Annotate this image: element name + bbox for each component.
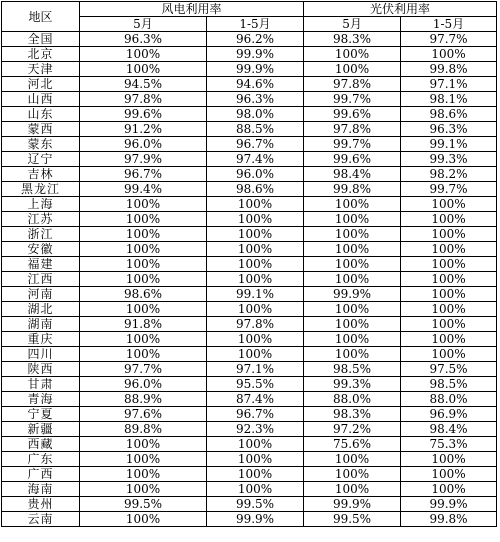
solar-jan-may-cell: 98.1% (401, 92, 497, 107)
table-row (2, 392, 497, 407)
solar-jan-may-cell: 100% (401, 212, 497, 227)
table-row (2, 227, 497, 242)
table-row (2, 287, 497, 302)
wind-jan-may-cell: 100% (207, 272, 304, 287)
solar-jan-may-cell: 99.9% (401, 497, 497, 512)
table-row (2, 167, 497, 182)
wind-may-cell: 100% (80, 197, 207, 212)
solar-jan-may-cell: 100% (401, 272, 497, 287)
wind-jan-may-cell: 96.7% (207, 407, 304, 422)
table-row (2, 452, 497, 467)
wind-may-cell: 99.4% (80, 182, 207, 197)
solar-jan-may-cell: 100% (401, 467, 497, 482)
region-cell: 湖南 (2, 317, 80, 332)
wind-jan-may-cell: 99.1% (207, 287, 304, 302)
wind-jan-may-cell: 100% (207, 302, 304, 317)
solar-jan-may-cell: 97.7% (401, 32, 497, 47)
region-cell: 吉林 (2, 167, 80, 182)
solar-jan-may-cell: 88.0% (401, 392, 497, 407)
solar-may-cell: 100% (304, 317, 401, 332)
table-row (2, 152, 497, 167)
wind-jan-may-cell: 96.0% (207, 167, 304, 182)
wind-may-cell: 99.6% (80, 107, 207, 122)
table-row (2, 182, 497, 197)
table-row (2, 497, 497, 512)
table-row (2, 347, 497, 362)
region-cell: 海南 (2, 482, 80, 497)
wind-may-cell: 100% (80, 452, 207, 467)
solar-jan-may-cell: 99.7% (401, 182, 497, 197)
solar-may-cell: 97.8% (304, 122, 401, 137)
wind-may-cell: 96.7% (80, 167, 207, 182)
solar-may-cell: 99.9% (304, 497, 401, 512)
solar-may-cell: 100% (304, 197, 401, 212)
wind-may-cell: 97.8% (80, 92, 207, 107)
solar-jan-may-cell: 100% (401, 257, 497, 272)
wind-may-cell: 98.6% (80, 287, 207, 302)
region-cell: 江苏 (2, 212, 80, 227)
wind-jan-may-cell: 96.2% (207, 32, 304, 47)
wind-may-cell: 100% (80, 272, 207, 287)
solar-may-cell: 97.2% (304, 422, 401, 437)
solar-jan-may-cell: 100% (401, 452, 497, 467)
solar-may-cell: 98.3% (304, 32, 401, 47)
region-cell: 广东 (2, 452, 80, 467)
solar-may-cell: 100% (304, 62, 401, 77)
wind-jan-may-cell: 94.6% (207, 77, 304, 92)
region-cell: 甘肃 (2, 377, 80, 392)
solar-jan-may-cell: 100% (401, 197, 497, 212)
wind-may-cell: 100% (80, 332, 207, 347)
table-row (2, 242, 497, 257)
wind-may-cell: 91.2% (80, 122, 207, 137)
solar-may-cell: 97.8% (304, 77, 401, 92)
solar-jan-may-cell: 99.8% (401, 512, 497, 527)
wind-may-cell: 100% (80, 437, 207, 452)
region-cell: 河北 (2, 77, 80, 92)
solar-may-cell: 100% (304, 227, 401, 242)
region-cell: 蒙西 (2, 122, 80, 137)
table-row (2, 32, 497, 47)
region-cell: 广西 (2, 467, 80, 482)
wind-jan-may-cell: 100% (207, 257, 304, 272)
wind-jan-may-cell: 100% (207, 227, 304, 242)
wind-jan-may-cell: 100% (207, 332, 304, 347)
solar-jan-may-cell: 100% (401, 482, 497, 497)
table-row (2, 107, 497, 122)
solar-jan-may-cell: 100% (401, 227, 497, 242)
solar-jan-may-cell: 99.3% (401, 152, 497, 167)
solar-jan-may-cell: 98.2% (401, 167, 497, 182)
solar-may-cell: 99.9% (304, 287, 401, 302)
wind-may-cell: 100% (80, 512, 207, 527)
wind-may-cell: 100% (80, 47, 207, 62)
wind-may-cell: 97.6% (80, 407, 207, 422)
wind-may-cell: 100% (80, 482, 207, 497)
wind-may-cell: 91.8% (80, 317, 207, 332)
wind-may-header: 5月 (80, 17, 207, 32)
wind-jan-may-cell: 96.3% (207, 92, 304, 107)
wind-jan-may-cell: 100% (207, 197, 304, 212)
table-row (2, 512, 497, 527)
region-cell: 山西 (2, 92, 80, 107)
table-row (2, 212, 497, 227)
solar-may-cell: 99.8% (304, 182, 401, 197)
wind-jan-may-cell: 96.7% (207, 137, 304, 152)
region-cell: 贵州 (2, 497, 80, 512)
wind-jan-may-cell: 99.9% (207, 47, 304, 62)
region-cell: 上海 (2, 197, 80, 212)
wind-jan-may-cell: 97.4% (207, 152, 304, 167)
table-row (2, 62, 497, 77)
table-row (2, 467, 497, 482)
solar-may-cell: 100% (304, 332, 401, 347)
wind-jan-may-cell: 100% (207, 482, 304, 497)
solar-may-cell: 98.3% (304, 407, 401, 422)
solar-may-cell: 100% (304, 212, 401, 227)
solar-jan-may-cell: 99.8% (401, 62, 497, 77)
wind-may-cell: 96.3% (80, 32, 207, 47)
region-cell: 陕西 (2, 362, 80, 377)
table-row (2, 362, 497, 377)
wind-may-cell: 97.7% (80, 362, 207, 377)
wind-may-cell: 100% (80, 467, 207, 482)
table-row (2, 197, 497, 212)
solar-may-cell: 100% (304, 302, 401, 317)
region-cell: 北京 (2, 47, 80, 62)
table-row (2, 317, 497, 332)
region-cell: 福建 (2, 257, 80, 272)
table-row (2, 422, 497, 437)
wind-jan-may-cell: 87.4% (207, 392, 304, 407)
wind-may-cell: 96.0% (80, 137, 207, 152)
region-cell: 江西 (2, 272, 80, 287)
solar-jan-may-cell: 75.3% (401, 437, 497, 452)
wind-may-cell: 99.5% (80, 497, 207, 512)
solar-may-cell: 88.0% (304, 392, 401, 407)
solar-may-cell: 99.5% (304, 512, 401, 527)
wind-may-cell: 100% (80, 227, 207, 242)
table-row (2, 257, 497, 272)
wind-jan-may-cell: 99.5% (207, 497, 304, 512)
table-row (2, 437, 497, 452)
solar-may-cell: 99.7% (304, 137, 401, 152)
wind-jan-may-cell: 97.1% (207, 362, 304, 377)
wind-may-cell: 97.9% (80, 152, 207, 167)
region-cell: 新疆 (2, 422, 80, 437)
region-cell: 黑龙江 (2, 182, 80, 197)
solar-jan-may-cell: 98.4% (401, 422, 497, 437)
solar-jan-may-cell: 100% (401, 47, 497, 62)
table-row (2, 47, 497, 62)
solar-jan-may-cell: 98.5% (401, 377, 497, 392)
solar-may-cell: 98.4% (304, 167, 401, 182)
solar-may-cell: 98.5% (304, 362, 401, 377)
region-cell: 蒙东 (2, 137, 80, 152)
solar-may-cell: 99.6% (304, 107, 401, 122)
wind-may-cell: 100% (80, 242, 207, 257)
wind-jan-may-cell: 88.5% (207, 122, 304, 137)
solar-jan-may-cell: 100% (401, 317, 497, 332)
solar-jan-may-header: 1-5月 (401, 17, 497, 32)
solar-may-cell: 100% (304, 482, 401, 497)
solar-jan-may-cell: 100% (401, 347, 497, 362)
region-cell: 西藏 (2, 437, 80, 452)
region-cell: 湖北 (2, 302, 80, 317)
wind-may-cell: 89.8% (80, 422, 207, 437)
solar-jan-may-cell: 100% (401, 302, 497, 317)
solar-jan-may-cell: 100% (401, 332, 497, 347)
solar-jan-may-cell: 99.1% (401, 137, 497, 152)
wind-jan-may-cell: 95.5% (207, 377, 304, 392)
wind-jan-may-cell: 99.9% (207, 512, 304, 527)
wind-may-cell: 96.0% (80, 377, 207, 392)
region-cell: 四川 (2, 347, 80, 362)
solar-may-cell: 99.7% (304, 92, 401, 107)
table-row (2, 272, 497, 287)
solar-may-cell: 100% (304, 452, 401, 467)
table-row (2, 137, 497, 152)
solar-jan-may-cell: 100% (401, 242, 497, 257)
solar-may-cell: 100% (304, 47, 401, 62)
solar-may-cell: 100% (304, 467, 401, 482)
solar-jan-may-cell: 96.9% (401, 407, 497, 422)
wind-may-cell: 100% (80, 62, 207, 77)
solar-may-cell: 75.6% (304, 437, 401, 452)
wind-jan-may-cell: 100% (207, 437, 304, 452)
wind-may-cell: 100% (80, 257, 207, 272)
wind-may-cell: 88.9% (80, 392, 207, 407)
table-row (2, 407, 497, 422)
wind-jan-may-cell: 100% (207, 212, 304, 227)
solar-may-cell: 100% (304, 272, 401, 287)
wind-jan-may-cell: 100% (207, 467, 304, 482)
table-row (2, 92, 497, 107)
region-cell: 天津 (2, 62, 80, 77)
wind-may-cell: 100% (80, 302, 207, 317)
solar-jan-may-cell: 98.6% (401, 107, 497, 122)
region-cell: 云南 (2, 512, 80, 527)
table-row (2, 377, 497, 392)
table-row (2, 302, 497, 317)
wind-may-cell: 100% (80, 347, 207, 362)
wind-may-cell: 100% (80, 212, 207, 227)
wind-jan-may-cell: 97.8% (207, 317, 304, 332)
wind-utilization-header: 风电利用率 (80, 2, 304, 17)
table-row (2, 77, 497, 92)
wind-jan-may-cell: 100% (207, 242, 304, 257)
region-cell: 浙江 (2, 227, 80, 242)
region-cell: 安徽 (2, 242, 80, 257)
region-cell: 青海 (2, 392, 80, 407)
region-cell: 辽宁 (2, 152, 80, 167)
wind-jan-may-cell: 92.3% (207, 422, 304, 437)
table-row (2, 122, 497, 137)
region-cell: 河南 (2, 287, 80, 302)
solar-may-cell: 100% (304, 242, 401, 257)
solar-jan-may-cell: 96.3% (401, 122, 497, 137)
wind-jan-may-header: 1-5月 (207, 17, 304, 32)
region-header: 地区 (2, 2, 80, 32)
solar-jan-may-cell: 97.5% (401, 362, 497, 377)
wind-jan-may-cell: 98.6% (207, 182, 304, 197)
solar-may-cell: 99.6% (304, 152, 401, 167)
wind-jan-may-cell: 100% (207, 347, 304, 362)
solar-may-cell: 100% (304, 257, 401, 272)
region-cell: 重庆 (2, 332, 80, 347)
solar-may-header: 5月 (304, 17, 401, 32)
solar-jan-may-cell: 97.1% (401, 77, 497, 92)
wind-jan-may-cell: 98.0% (207, 107, 304, 122)
wind-jan-may-cell: 100% (207, 452, 304, 467)
solar-may-cell: 99.3% (304, 377, 401, 392)
wind-jan-may-cell: 99.9% (207, 62, 304, 77)
solar-jan-may-cell: 100% (401, 287, 497, 302)
region-cell: 宁夏 (2, 407, 80, 422)
table-body (2, 32, 497, 527)
table-row (2, 482, 497, 497)
wind-may-cell: 94.5% (80, 77, 207, 92)
utilization-table (1, 1, 497, 527)
region-cell: 山东 (2, 107, 80, 122)
region-cell: 全国 (2, 32, 80, 47)
solar-utilization-header: 光伏利用率 (304, 2, 497, 17)
table-row (2, 332, 497, 347)
solar-may-cell: 100% (304, 347, 401, 362)
